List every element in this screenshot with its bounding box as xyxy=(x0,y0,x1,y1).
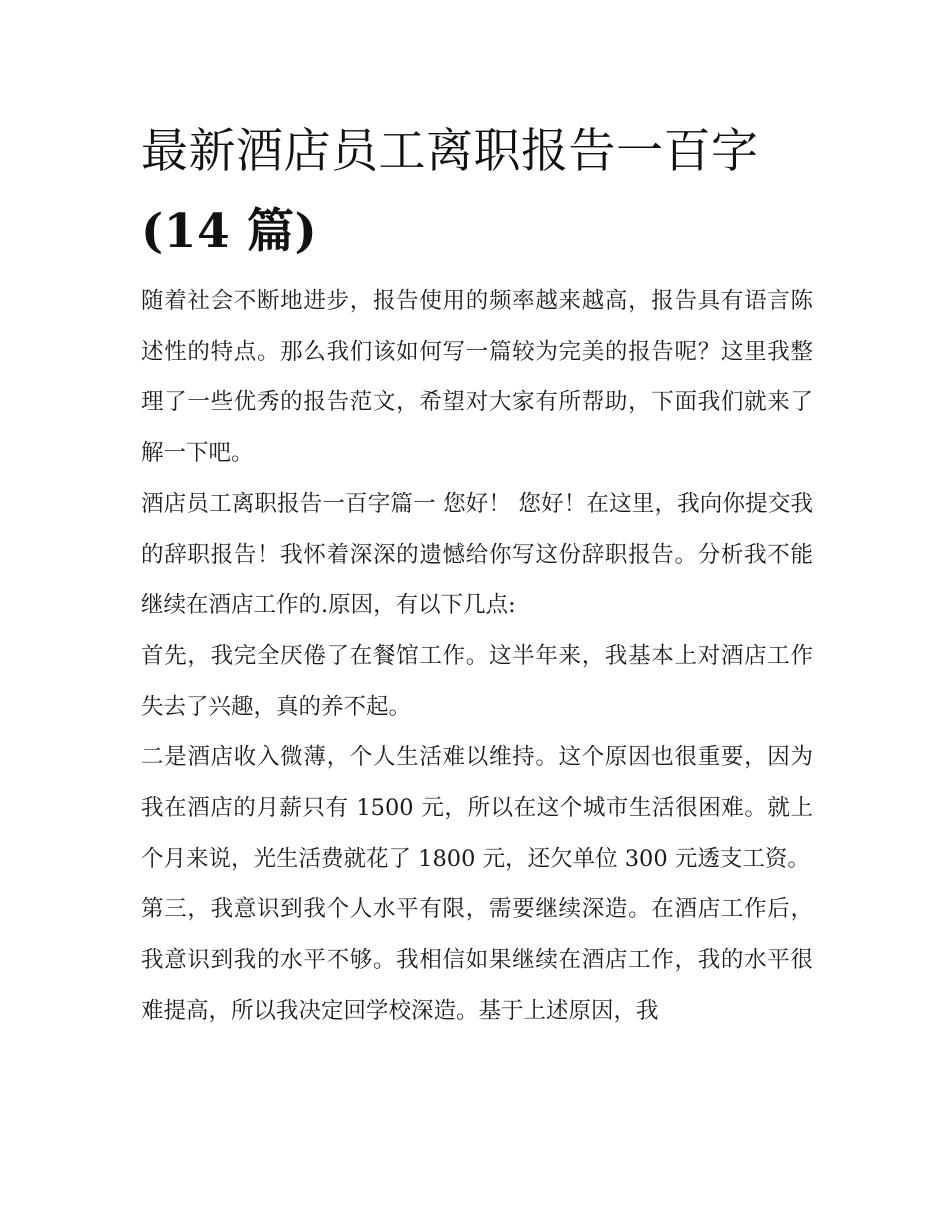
paragraph-intro: 随着社会不断地进步，报告使用的频率越来越高，报告具有语言陈述性的特点。那么我们该如何写一篇较为完美的报告呢？这里我整理了一些优秀的报告范文，希望对大家有所帮助，下面我们就来了解一下吧。 xyxy=(141,288,813,467)
title-main: 最新酒店员工离职报告一百字 xyxy=(141,124,759,179)
document-title xyxy=(141,112,821,272)
paragraph-reason-three: 第三，我意识到我个人水平有限，需要继续深造。在酒店工作后，我意识到我的水平不够。我相信如果继续在酒店工作，我的水平很难提高，所以我决定回学校深造。基于上述原因，我 xyxy=(141,896,813,1024)
document-body xyxy=(141,276,813,1037)
title-count: (14 篇) xyxy=(141,204,318,259)
paragraph-reason-two: 二是酒店收入微薄，个人生活难以维持。这个原因也很重要，因为我在酒店的月薪只有 1500 元，所以在这个城市生活很困难。就上个月来说，光生活费就花了 1800 元，还欠单位 300 元透支工资。 xyxy=(141,744,813,872)
paragraph-reason-one: 首先，我完全厌倦了在餐馆工作。这半年来，我基本上对酒店工作失去了兴趣，真的养不起。 xyxy=(141,642,813,720)
paragraph-letter-opening: 酒店员工离职报告一百字篇一 您好！ 您好！在这里，我向你提交我的辞职报告！我怀着深深的遗憾给你写这份辞职报告。分析我不能继续在酒店工作的.原因，有以下几点: xyxy=(141,490,813,619)
